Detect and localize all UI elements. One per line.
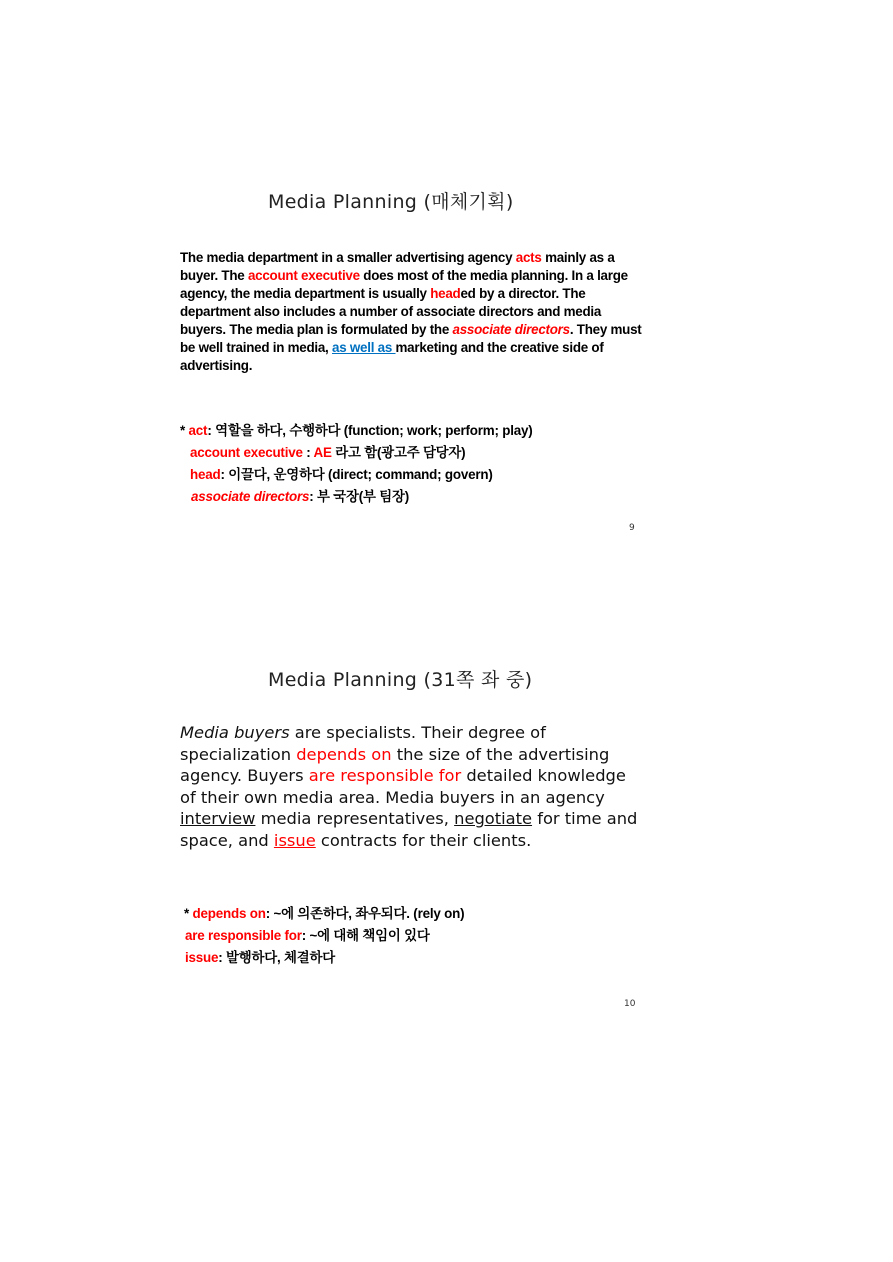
slide-title: Media Planning (매체기획) — [268, 191, 514, 213]
note-are-responsible-for — [185, 925, 430, 944]
note-act — [180, 420, 533, 439]
note-separator: : — [302, 445, 314, 460]
body-paragraph — [180, 722, 640, 852]
note-definition: : 발행하다, 체결하다 — [218, 950, 335, 965]
note-issue — [185, 947, 335, 966]
slide-title: Media Planning (31쪽 좌 중) — [268, 669, 533, 691]
bullet: * — [180, 423, 189, 438]
note-term: are responsible for — [185, 928, 302, 943]
note-term: account executive — [190, 445, 303, 460]
note-term: head — [190, 467, 221, 482]
page-number: 10 — [624, 999, 636, 1009]
note-abbrev: AE — [313, 445, 332, 460]
term-associate-directors: associate directors — [452, 322, 570, 337]
text: ed by a director. The department also includes a number of associate directors and media buyers. The media plan is formulated by the — [180, 286, 602, 337]
text: mainly as a buyer. The — [180, 250, 615, 283]
body-paragraph — [180, 249, 642, 375]
text: the size of the advertising agency. Buyers — [180, 744, 610, 786]
note-definition: : ~에 의존하다, 좌우되다. (rely on) — [265, 906, 465, 921]
term-media-buyers: Media buyers — [180, 723, 290, 742]
bullet: * — [184, 906, 193, 921]
note-definition: : 역할을 하다, 수행하다 (function; work; perform; play) — [207, 423, 533, 438]
slide-10 — [0, 600, 893, 1200]
text: marketing and the creative side of advertising. — [180, 340, 604, 373]
text: does most of the media planning. In a large agency, the media department is usually — [180, 268, 628, 301]
note-definition: 라고 함(광고주 담당자) — [331, 445, 466, 460]
page-number: 9 — [629, 523, 635, 533]
note-head — [190, 464, 493, 483]
term-are-responsible-for: are responsible for — [308, 766, 462, 786]
note-term: issue — [185, 950, 219, 965]
text: contracts for their clients. — [315, 830, 532, 850]
note-term: associate directors — [191, 489, 310, 504]
slide-9 — [0, 0, 893, 600]
note-account-executive — [190, 442, 465, 461]
term-negotiate: negotiate — [454, 809, 533, 829]
note-definition: : 부 국장(부 팀장) — [309, 489, 410, 504]
text: detailed knowledge of their own media area. Media buyers in an agency — [180, 766, 626, 807]
term-issue: issue — [273, 830, 316, 850]
text: media representatives, — [255, 809, 455, 829]
text: . They must be well trained in media, — [180, 322, 642, 355]
note-definition: : ~에 대해 책임이 있다 — [301, 928, 430, 943]
note-term: act — [188, 423, 208, 438]
note-depends-on — [184, 903, 464, 922]
term-account-executive: account executive — [247, 268, 360, 283]
note-term: depends on — [192, 906, 266, 921]
note-associate-directors — [191, 486, 409, 505]
link-as-well-as[interactable]: as well as — [332, 340, 396, 355]
text: for time and space, and — [180, 809, 638, 850]
term-depends-on: depends on — [296, 744, 392, 764]
note-definition: : 이끌다, 운영하다 (direct; command; govern) — [220, 467, 493, 482]
term-head: head — [430, 286, 461, 301]
term-acts: acts — [515, 250, 542, 265]
term-interview: interview — [180, 809, 256, 829]
text: The media department in a smaller advertising agency — [180, 250, 516, 265]
text: are specialists. Their degree of specialization — [180, 723, 546, 764]
